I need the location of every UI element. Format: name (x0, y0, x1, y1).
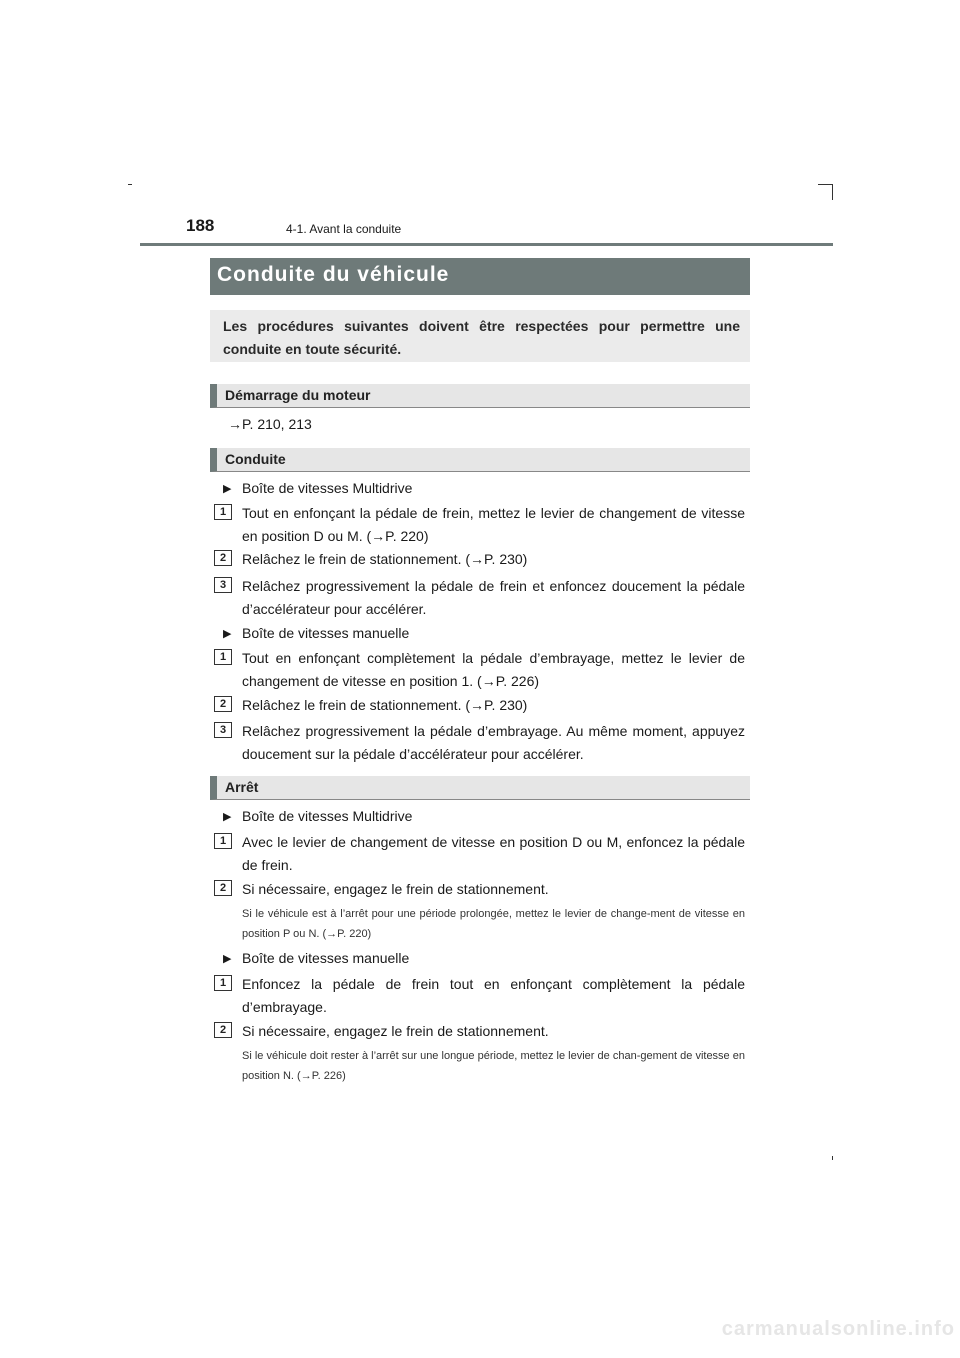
subheading-multidrive (223, 808, 412, 824)
note-text: Si le véhicule est à l’arrêt pour une période prolongée, mettez le levier de change-ment de vitesse en position P ou N. (→P. 220) (242, 908, 745, 940)
step-number: 2 (214, 1022, 232, 1038)
crop-mark-top-left (128, 184, 132, 185)
step-text: Enfoncez la pédale de frein tout en enfonçant complètement la pédale d’embrayage. (242, 976, 745, 1015)
page-reference: →P. 210, 213 (228, 416, 312, 432)
subheading-manuelle (223, 625, 409, 641)
page-number: 188 (186, 216, 215, 235)
subheading-multidrive (223, 480, 412, 496)
step-number: 1 (214, 504, 232, 520)
header-rule (140, 243, 833, 246)
step-number: 2 (214, 880, 232, 896)
crop-mark-bottom-right (832, 1156, 833, 1160)
chapter-title: 4-1. Avant la conduite (286, 222, 402, 236)
subheading-manuelle (223, 950, 409, 966)
triangle-bullet-icon: ▶ (223, 628, 232, 640)
step-text: Relâchez progressivement la pédale d’embrayage. Au même moment, appuyez doucement sur la pédale d’accélérateur pour accélérer. (242, 723, 745, 762)
triangle-bullet-icon: ▶ (223, 811, 232, 823)
step-text: Tout en enfonçant la pédale de frein, mettez le levier de changement de vitesse en position D ou M. (→P. 220) (242, 505, 745, 544)
step-number: 3 (214, 722, 232, 738)
triangle-bullet-icon: ▶ (223, 483, 232, 495)
step-text: Avec le levier de changement de vitesse en position D ou M, enfoncez la pédale de frein. (242, 834, 745, 873)
section-heading-conduite: Conduite (210, 448, 750, 472)
subheading-label: Boîte de vitesses manuelle (242, 625, 410, 641)
triangle-bullet-icon: ▶ (223, 953, 232, 965)
crop-mark-top-right-v (832, 184, 833, 200)
step-number: 1 (214, 975, 232, 991)
step-number: 1 (214, 833, 232, 849)
step-text: Si nécessaire, engagez le frein de stationnement. (242, 1023, 549, 1039)
step-text: Si nécessaire, engagez le frein de stationnement. (242, 881, 549, 897)
crop-mark-top-right-h (818, 184, 833, 185)
step-number: 2 (214, 696, 232, 712)
subheading-label: Boîte de vitesses Multidrive (242, 808, 413, 824)
step-text: Relâchez le frein de stationnement. (→P. 230) (242, 697, 528, 713)
subheading-label: Boîte de vitesses Multidrive (242, 480, 413, 496)
intro-box: Les procédures suivantes doivent être respectées pour permettre une conduite en toute sécurité. (210, 310, 750, 362)
page-title: Conduite du véhicule (210, 258, 750, 295)
step-text: Tout en enfonçant complètement la pédale d’embrayage, mettez le levier de changement de vitesse en position 1. (→P. 226) (242, 650, 745, 689)
watermark: carmanualsonline.info (721, 1318, 955, 1340)
step-number: 1 (214, 649, 232, 665)
note-text: Si le véhicule doit rester à l’arrêt sur une longue période, mettez le levier de chan-gement de vitesse en position N. (→P. 226) (242, 1050, 745, 1082)
subheading-label: Boîte de vitesses manuelle (242, 950, 410, 966)
step-text: Relâchez le frein de stationnement. (→P. 230) (242, 551, 528, 567)
step-text: Relâchez progressivement la pédale de frein et enfoncez doucement la pédale d’accélérateur pour accélérer. (242, 578, 745, 617)
section-heading-demarrage: Démarrage du moteur (210, 384, 750, 408)
step-number: 3 (214, 577, 232, 593)
step-number: 2 (214, 550, 232, 566)
section-heading-arret: Arrêt (210, 776, 750, 800)
